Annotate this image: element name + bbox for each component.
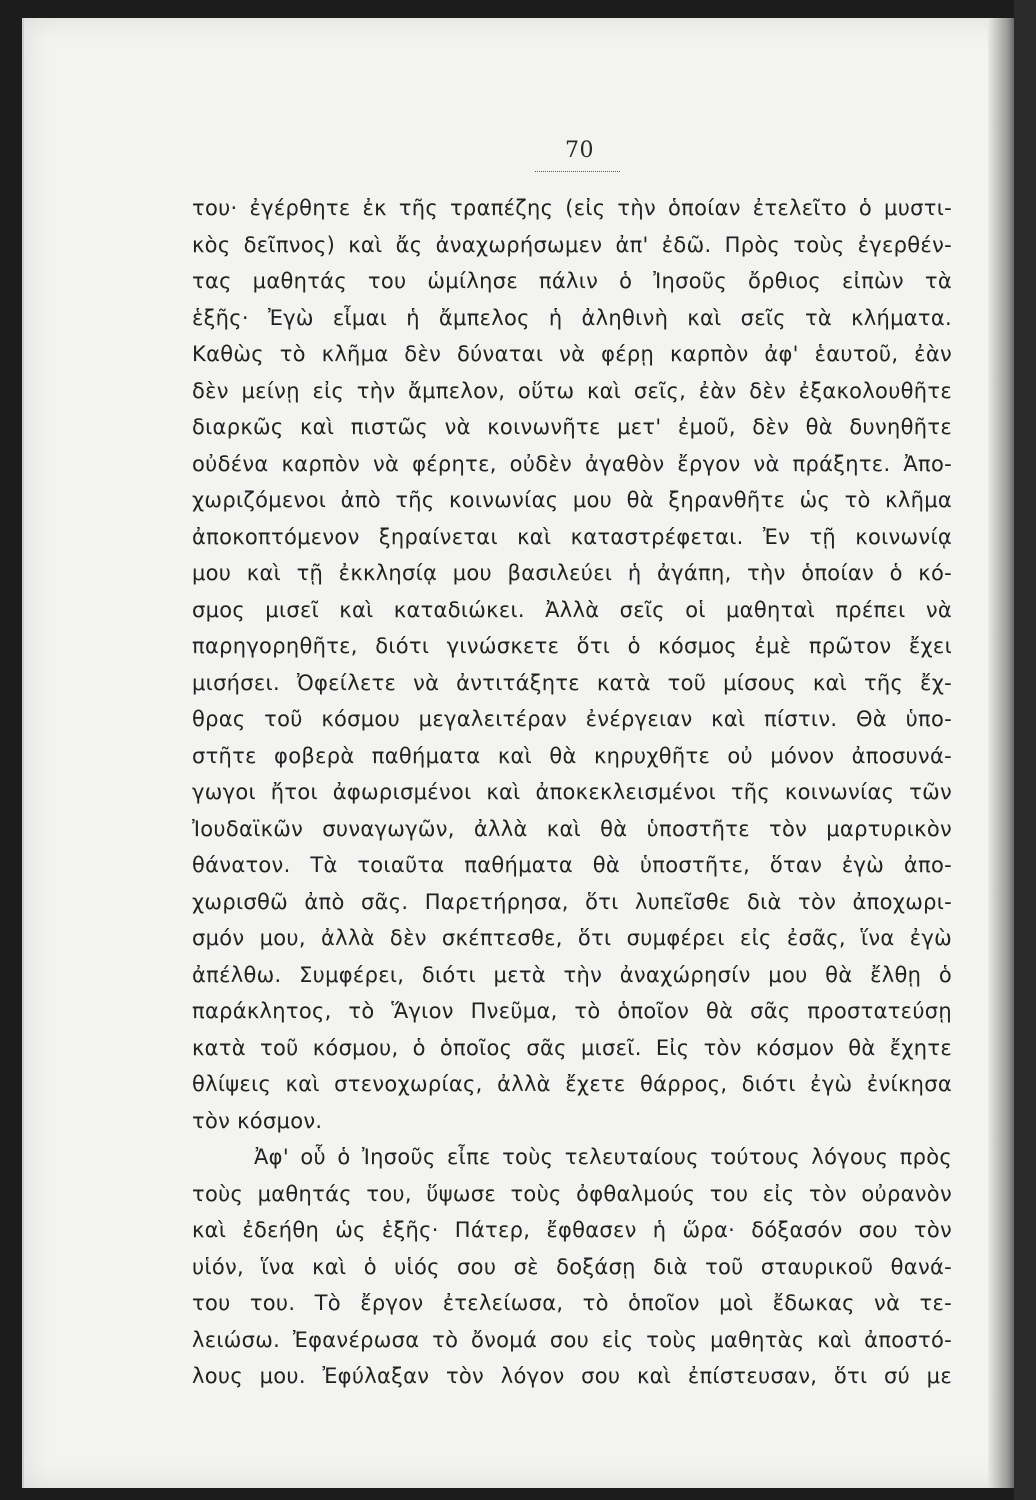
page-edge-shadow	[988, 18, 1016, 1488]
text-line: Καθὼς τὸ κλῆμα δὲν δύναται νὰ φέρῃ καρπὸν ἀφ' ἑαυτοῦ, ἐὰν	[192, 342, 952, 366]
text-line: ἀπέλθω. Συμφέρει, διότι μετὰ τὴν ἀναχώρησίν μου θὰ ἔλθῃ ὁ	[192, 962, 952, 987]
text-line: καὶ ἐδεήθη ὡς ἑξῆς· Πάτερ, ἔφθασεν ἡ ὥρα· δόξασόν σου τὸν	[192, 1218, 952, 1242]
body-text	[192, 190, 952, 1395]
text-line: σμόν μου, ἀλλὰ δὲν σκέπτεσθε, ὅτι συμφέρει εἰς ἐσᾶς, ἵνα ἐγὼ	[192, 926, 952, 950]
text-line: κατὰ τοῦ κόσμου, ὁ ὁποῖος σᾶς μισεῖ. Εἰς τὸν κόσμον θὰ ἔχητε	[192, 1035, 952, 1060]
text-line: ἀποκοπτόμενον ξηραίνεται καὶ καταστρέφεται. Ἐν τῇ κοινωνίᾳ	[192, 524, 952, 549]
text-line: παρηγορηθῆτε, διότι γινώσκετε ὅτι ὁ κόσμος ἐμὲ πρῶτον ἔχει	[192, 634, 952, 658]
text-line: χωρισθῶ ἀπὸ σᾶς. Παρετήρησα, ὅτι λυπεῖσθε διὰ τὸν ἀποχωρι-	[192, 889, 952, 914]
text-line: θάνατον. Τὰ τοιαῦτα παθήματα θὰ ὑποστῆτε, ὅταν ἐγὼ ἀπο-	[192, 853, 952, 877]
text-line: στῆτε φοβερὰ παθήματα καὶ θὰ κηρυχθῆτε οὐ μόνον ἀποσυνά-	[192, 743, 952, 768]
text-line: μισήσει. Ὀφείλετε νὰ ἀντιτάξητε κατὰ τοῦ μίσους καὶ τῆς ἔχ-	[192, 670, 952, 695]
text-line: δὲν μείνῃ εἰς τὴν ἄμπελον, οὕτω καὶ σεῖς, ἐὰν δὲν ἐξακολουθῆτε	[192, 378, 952, 403]
text-line: χωριζόμενοι ἀπὸ τῆς κοινωνίας μου θὰ ξηρανθῆτε ὡς τὸ κλῆμα	[192, 488, 952, 512]
paragraph-end-line: τὸν κόσμον.	[192, 1108, 323, 1133]
text-line: του του. Τὸ ἔργον ἐτελείωσα, τὸ ὁποῖον μοὶ ἔδωκας νὰ τε-	[192, 1291, 952, 1315]
paragraph-start-line: Ἀφ' οὗ ὁ Ἰησοῦς εἶπε τοὺς τελευταίους τούτους λόγους πρὸς	[254, 1145, 952, 1169]
text-line: θλίψεις καὶ στενοχωρίας, ἀλλὰ ἔχετε θάρρος, διότι ἐγὼ ἐνίκησα	[192, 1072, 952, 1096]
text-line: του· ἐγέρθητε ἐκ τῆς τραπέζης (εἰς τὴν ὁποίαν ἐτελεῖτο ὁ μυστι-	[192, 196, 952, 220]
text-line: Ἰουδαϊκῶν συναγωγῶν, ἀλλὰ καὶ θὰ ὑποστῆτε τὸν μαρτυρικὸν	[192, 816, 952, 841]
text-line: παράκλητος, τὸ Ἅγιον Πνεῦμα, τὸ ὁποῖον θὰ σᾶς προστατεύσῃ	[192, 999, 952, 1023]
text-line: σμος μισεῖ καὶ καταδιώκει. Ἀλλὰ σεῖς οἱ μαθηταὶ πρέπει νὰ	[192, 597, 952, 622]
text-line: τοὺς μαθητάς του, ὕψωσε τοὺς ὀφθαλμούς του εἰς τὸν οὐρανὸν	[192, 1181, 952, 1206]
scanner-border	[1014, 0, 1036, 1500]
text-line: ἑξῆς· Ἐγὼ εἶμαι ἡ ἄμπελος ἡ ἀληθινὴ καὶ σεῖς τὰ κλήματα.	[192, 305, 952, 330]
text-line: λους μου. Ἐφύλαξαν τὸν λόγον σου καὶ ἐπίστευσαν, ὅτι σύ με	[192, 1364, 952, 1388]
text-line: θρας τοῦ κόσμου μεγαλειτέραν ἐνέργειαν καὶ πίστιν. Θὰ ὑπο-	[192, 707, 952, 731]
text-line: οὐδένα καρπὸν νὰ φέρητε, οὐδὲν ἀγαθὸν ἔργον νὰ πράξητε. Ἀπο-	[192, 451, 952, 476]
page-number: 70	[565, 138, 594, 163]
text-line: μου καὶ τῇ ἐκκλησίᾳ μου βασιλεύει ἡ ἀγάπη, τὴν ὁποίαν ὁ κό-	[192, 561, 952, 585]
text-line: γωγοι ἤτοι ἀφωρισμένοι καὶ ἀποκεκλεισμένοι τῆς κοινωνίας τῶν	[192, 780, 952, 804]
text-line: υἱόν, ἵνα καὶ ὁ υἱός σου σὲ δοξάσῃ διὰ τοῦ σταυρικοῦ θανά-	[192, 1254, 952, 1279]
text-line: τας μαθητάς του ὡμίλησε πάλιν ὁ Ἰησοῦς ὄρθιος εἰπὼν τὰ	[192, 269, 952, 293]
text-line: λειώσω. Ἐφανέρωσα τὸ ὄνομά σου εἰς τοὺς μαθητὰς καὶ ἀποστό-	[192, 1327, 952, 1352]
page-number-rule	[535, 171, 620, 172]
text-line: κὸς δεῖπνος) καὶ ἄς ἀναχωρήσωμεν ἀπ' ἐδῶ. Πρὸς τοὺς ἐγερθέν-	[192, 232, 952, 257]
text-line: διαρκῶς καὶ πιστῶς νὰ κοινωνῆτε μετ' ἐμοῦ, δὲν θὰ δυνηθῆτε	[192, 415, 952, 439]
